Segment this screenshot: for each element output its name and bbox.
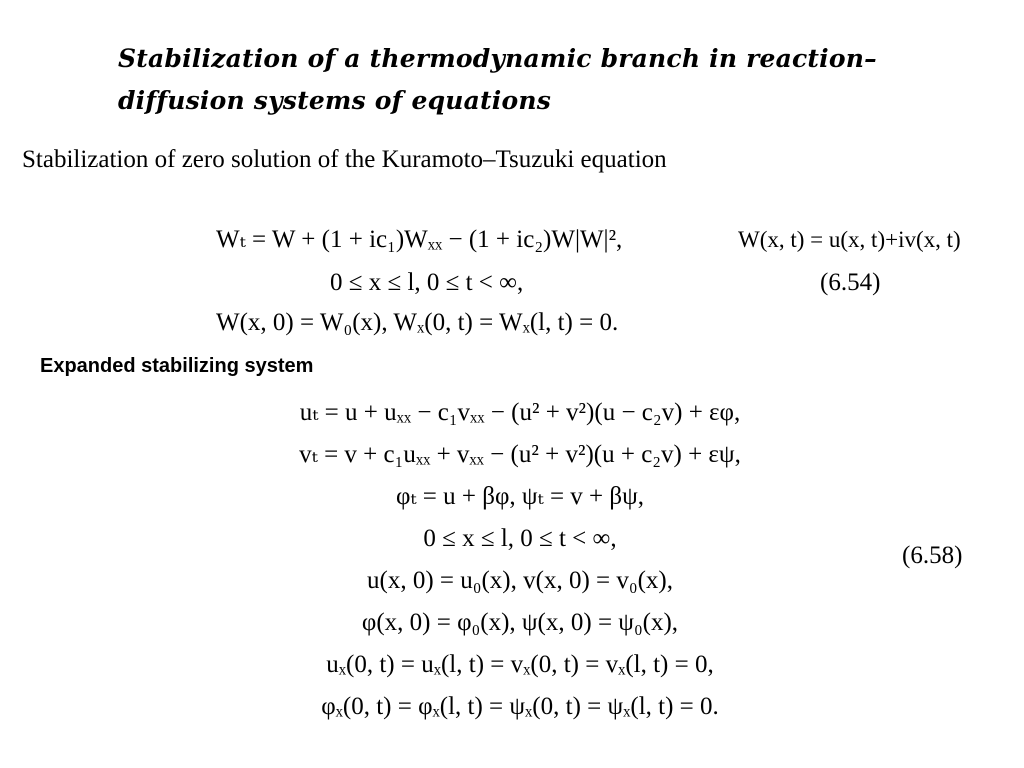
eq-6-58-line: φₜ = u + βφ, ψₜ = v + βψ,	[395, 483, 645, 510]
eq-6-58-number: (6.58)	[902, 542, 963, 569]
eq-6-58-system	[180, 392, 860, 728]
eq-6-54-line-2: 0 ≤ x ≤ l, 0 ≤ t < ∞,	[330, 269, 524, 296]
eq-6-58-line: vₜ = v + c₁uₓₓ + vₓₓ − (u² + v²)(u + c₂v) + εψ,	[299, 441, 741, 468]
section-label: Expanded stabilizing system	[40, 355, 314, 377]
eq-6-54-line-1: Wₜ = W + (1 + ic₁)Wₓₓ − (1 + ic₂)W|W|²,	[216, 226, 623, 253]
eq-6-58-line: 0 ≤ x ≤ l, 0 ≤ t < ∞,	[423, 525, 617, 552]
eq-6-58-line: φ(x, 0) = φ₀(x), ψ(x, 0) = ψ₀(x),	[361, 609, 679, 636]
eq-6-54-line-3: W(x, 0) = W₀(x), Wₓ(0, t) = Wₓ(l, t) = 0.	[216, 309, 619, 336]
eq-6-54-number: (6.54)	[820, 269, 881, 296]
slide-title: Stabilization of a thermodynamic branch in reaction–diffusion systems of equations	[118, 44, 877, 115]
eq-6-58-line: uₓ(0, t) = uₓ(l, t) = vₓ(0, t) = vₓ(l, t) = 0,	[326, 651, 714, 678]
eq-6-54-definition: W(x, t) = u(x, t)+iv(x, t)	[738, 227, 961, 252]
slide-subtitle: Stabilization of zero solution of the Kuramoto–Tsuzuki equation	[22, 146, 667, 173]
eq-6-58-line: u(x, 0) = u₀(x), v(x, 0) = v₀(x),	[367, 567, 673, 594]
eq-6-58-line: uₜ = u + uₓₓ − c₁vₓₓ − (u² + v²)(u − c₂v) + εφ,	[299, 399, 741, 426]
eq-6-58-line: φₓ(0, t) = φₓ(l, t) = ψₓ(0, t) = ψₓ(l, t) = 0.	[321, 693, 719, 720]
